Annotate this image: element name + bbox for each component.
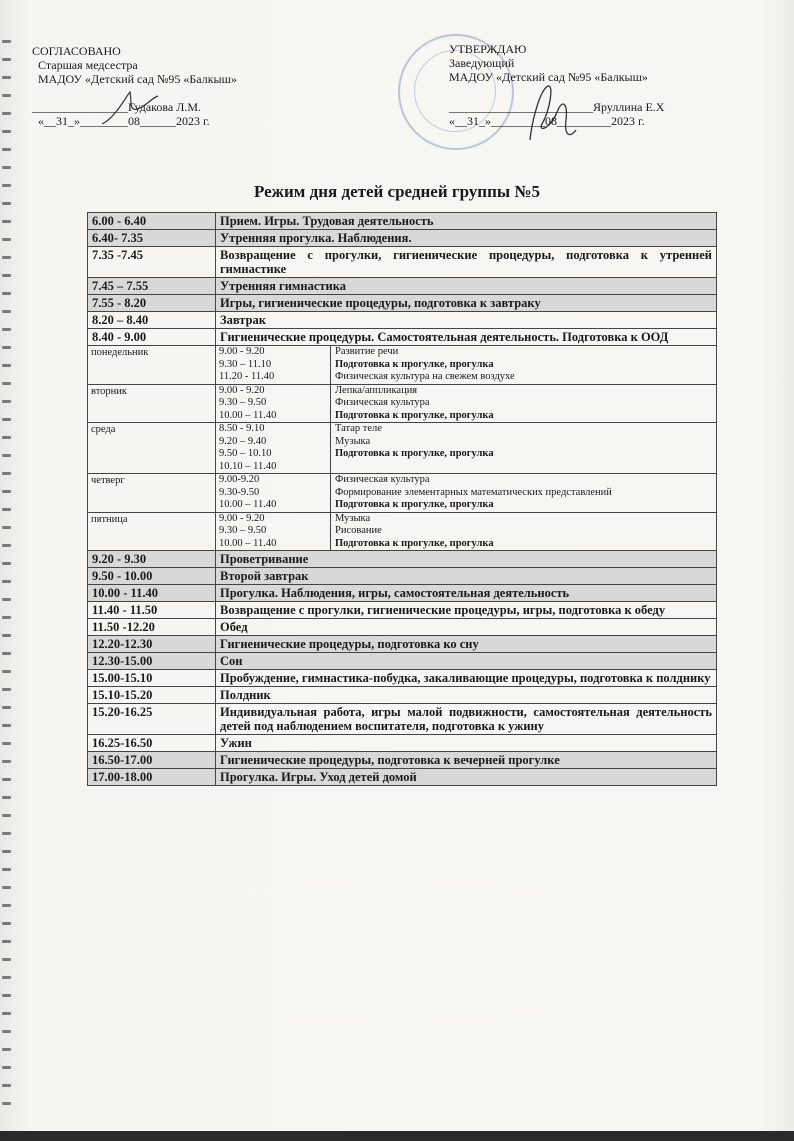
binding-ring: [2, 112, 11, 115]
table-row: [88, 735, 717, 752]
binding-ring: [2, 274, 11, 277]
table-row: [88, 752, 717, 769]
time-cell: 15.00-15.10: [88, 670, 216, 687]
lesson-time: 9.00 - 9.20: [219, 512, 265, 524]
lesson-times: [216, 474, 331, 512]
activity-cell: Индивидуальная работа, игры малой подвижности, самостоятельная деятельность детей под наблюдением воспитателя, подготовка к ужину: [216, 704, 717, 735]
approved-label: УТВЕРЖДАЮ: [449, 42, 527, 56]
binding-ring: [2, 688, 11, 691]
binding-ring: [2, 562, 11, 565]
day-name-cell: четверг: [88, 474, 216, 513]
lesson-times: [216, 385, 331, 423]
activity-cell: Утренняя прогулка. Наблюдения.: [216, 230, 717, 247]
binding-ring: [2, 454, 11, 457]
activity-cell: Сон: [216, 653, 717, 670]
lesson-activities: [331, 346, 716, 384]
table-row: [88, 653, 717, 670]
agreed-signer: ________________Гудакова Л.М.: [32, 100, 202, 114]
table-row: [88, 670, 717, 687]
lesson-activities: [331, 474, 716, 512]
lesson-activity: Формирование элементарных математических представлений: [335, 486, 612, 498]
binding-ring: [2, 580, 11, 583]
binding-ring: [2, 976, 11, 979]
day-name-cell: среда: [88, 423, 216, 474]
table-row: [88, 619, 717, 636]
day-name-cell: вторник: [88, 384, 216, 423]
lesson-activity: Подготовка к прогулке, прогулка: [335, 358, 494, 370]
binding-ring: [2, 724, 11, 727]
approved-position: Заведующий: [449, 56, 515, 70]
table-row: [88, 602, 717, 619]
lesson-activity: Развитие речи: [335, 346, 399, 357]
binding-ring: [2, 166, 11, 169]
day-lessons-cell: [216, 474, 717, 513]
binding-ring: [2, 904, 11, 907]
time-cell: 12.30-15.00: [88, 653, 216, 670]
binding-ring: [2, 58, 11, 61]
day-lessons-cell: [216, 346, 717, 385]
time-cell: 11.40 - 11.50: [88, 602, 216, 619]
lesson-activity: Татар теле: [335, 423, 382, 434]
binding-ring: [2, 652, 11, 655]
binding-ring: [2, 292, 11, 295]
table-row: [88, 704, 717, 735]
lesson-time: 9.00 - 9.20: [219, 384, 265, 396]
activity-cell: Игры, гигиенические процедуры, подготовка к завтраку: [216, 295, 717, 312]
binding-ring: [2, 310, 11, 313]
lesson-activity: Подготовка к прогулке, прогулка: [335, 448, 494, 459]
agreed-label: СОГЛАСОВАНО: [32, 44, 121, 58]
binding-ring: [2, 634, 11, 637]
table-row: [88, 551, 717, 568]
activity-cell: Возвращение с прогулки, гигиенические процедуры, подготовка к утренней гимнастике: [216, 247, 717, 278]
lesson-activity: Музыка: [335, 435, 371, 447]
table-row: [88, 312, 717, 329]
scan-bottom-edge: [0, 1131, 794, 1141]
binding-ring: [2, 994, 11, 997]
day-row: [88, 384, 717, 423]
approved-org: МАДОУ «Детский сад №95 «Балкыш»: [449, 70, 648, 84]
time-cell: 6.00 - 6.40: [88, 213, 216, 230]
binding-ring: [2, 598, 11, 601]
binding-ring: [2, 616, 11, 619]
binding-ring: [2, 202, 11, 205]
binding-ring: [2, 670, 11, 673]
binding-ring: [2, 400, 11, 403]
day-row: [88, 346, 717, 385]
binding-ring: [2, 868, 11, 871]
day-row: [88, 474, 717, 513]
binding-ring: [2, 238, 11, 241]
activity-cell: Возвращение с прогулки, гигиенические процедуры, игры, подготовка к обеду: [216, 602, 717, 619]
time-cell: 9.20 - 9.30: [88, 551, 216, 568]
binding-ring: [2, 472, 11, 475]
day-lessons-cell: [216, 423, 717, 474]
time-cell: 15.20-16.25: [88, 704, 216, 735]
lesson-activity: Физическая культура: [335, 397, 430, 408]
lesson-activities: [331, 513, 716, 551]
table-row: [88, 636, 717, 653]
lesson-time: 9.30 – 9.50: [219, 397, 267, 408]
binding-ring: [2, 148, 11, 151]
binding-ring: [2, 706, 11, 709]
day-row: [88, 423, 717, 474]
binding-ring: [2, 76, 11, 79]
activity-cell: Проветривание: [216, 551, 717, 568]
activity-cell: Полдник: [216, 687, 717, 704]
activity-cell: Гигиенические процедуры, подготовка к вечерней прогулке: [216, 752, 717, 769]
binding-ring: [2, 760, 11, 763]
activity-cell: Пробуждение, гимнастика-побудка, закаливающие процедуры, подготовка к полднику: [216, 670, 717, 687]
approved-signer: ________________________Яруллина Е.Х: [449, 100, 665, 114]
activity-cell: Прогулка. Игры. Уход детей домой: [216, 769, 717, 786]
approved-date: «__31_»_________08_________2023 г.: [449, 114, 645, 128]
binding-ring: [2, 220, 11, 223]
binding-ring: [2, 922, 11, 925]
lesson-activity: Рисование: [335, 525, 382, 536]
activity-cell: Прием. Игры. Трудовая деятельность: [216, 213, 717, 230]
binding-ring: [2, 508, 11, 511]
binding-ring: [2, 382, 11, 385]
binding-ring: [2, 130, 11, 133]
time-cell: 15.10-15.20: [88, 687, 216, 704]
lesson-time: 9.30-9.50: [219, 486, 260, 498]
table-row: [88, 687, 717, 704]
activity-cell: Второй завтрак: [216, 568, 717, 585]
time-cell: 16.50-17.00: [88, 752, 216, 769]
binding-ring: [2, 742, 11, 745]
lesson-times: [216, 513, 331, 551]
binding-ring: [2, 328, 11, 331]
binding-ring: [2, 436, 11, 439]
lesson-time: 10.00 – 11.40: [219, 409, 277, 421]
schedule-table: [87, 212, 717, 786]
binding-ring: [2, 544, 11, 547]
time-cell: 7.45 – 7.55: [88, 278, 216, 295]
time-cell: 9.50 - 10.00: [88, 568, 216, 585]
table-row: [88, 247, 717, 278]
table-row: [88, 769, 717, 786]
day-lessons-cell: [216, 384, 717, 423]
binding-ring: [2, 958, 11, 961]
lesson-time: 8.50 - 9.10: [219, 423, 265, 434]
binding-ring: [2, 364, 11, 367]
lesson-times: [216, 423, 331, 473]
lesson-activity: Подготовка к прогулке, прогулка: [335, 409, 494, 421]
activity-cell: Завтрак: [216, 312, 717, 329]
time-cell: 7.55 - 8.20: [88, 295, 216, 312]
binding-ring: [2, 850, 11, 853]
lesson-activity: Подготовка к прогулке, прогулка: [335, 499, 494, 510]
approval-block: [449, 42, 664, 128]
day-lessons-cell: [216, 512, 717, 551]
binding-ring: [2, 40, 11, 43]
lesson-time: 11.20 - 11.40: [219, 371, 275, 382]
agreed-org: МАДОУ «Детский сад №95 «Балкыш»: [38, 72, 237, 86]
time-cell: 8.20 – 8.40: [88, 312, 216, 329]
table-row: [88, 213, 717, 230]
lesson-activity: Музыка: [335, 512, 371, 524]
binding-ring: [2, 1066, 11, 1069]
binding-ring: [2, 94, 11, 97]
agreed-date: «__31_»________08______2023 г.: [38, 114, 210, 128]
binding-ring: [2, 1012, 11, 1015]
lesson-activities: [331, 385, 716, 423]
lesson-times: [216, 346, 331, 384]
lesson-time: 9.30 – 11.10: [219, 358, 272, 370]
activity-cell: Утренняя гимнастика: [216, 278, 717, 295]
signature-left-icon: [100, 88, 160, 128]
time-cell: 8.40 - 9.00: [88, 329, 216, 346]
lesson-activity: Физическая культура на свежем воздухе: [335, 371, 515, 382]
lesson-activity: Подготовка к прогулке, прогулка: [335, 537, 494, 549]
lesson-time: 10.10 – 11.40: [219, 460, 277, 472]
binding-ring: [2, 1084, 11, 1087]
binding-ring: [2, 778, 11, 781]
table-row: [88, 278, 717, 295]
activity-cell: Обед: [216, 619, 717, 636]
page-title: Режим дня детей средней группы №5: [253, 182, 541, 201]
time-cell: 11.50 -12.20: [88, 619, 216, 636]
lesson-time: 9.20 – 9.40: [219, 435, 267, 447]
lesson-time: 9.50 – 10.10: [219, 448, 272, 459]
binding-ring: [2, 832, 11, 835]
binding-ring: [2, 1048, 11, 1051]
table-row: [88, 230, 717, 247]
binding-ring: [2, 490, 11, 493]
time-cell: 10.00 - 11.40: [88, 585, 216, 602]
agreed-position: Старшая медсестра: [38, 58, 138, 72]
lesson-time: 10.00 – 11.40: [219, 537, 277, 549]
activity-cell: Гигиенические процедуры. Самостоятельная деятельность. Подготовка к ООД: [216, 329, 717, 346]
binding-ring: [2, 526, 11, 529]
time-cell: 6.40- 7.35: [88, 230, 216, 247]
day-row: [88, 512, 717, 551]
time-cell: 12.20-12.30: [88, 636, 216, 653]
binding-ring: [2, 814, 11, 817]
binding-ring: [2, 886, 11, 889]
activity-cell: Прогулка. Наблюдения, игры, самостоятельная деятельность: [216, 585, 717, 602]
lesson-time: 9.00-9.20: [219, 474, 260, 485]
time-cell: 16.25-16.50: [88, 735, 216, 752]
activity-cell: Ужин: [216, 735, 717, 752]
time-cell: 7.35 -7.45: [88, 247, 216, 278]
day-name-cell: понедельник: [88, 346, 216, 385]
activity-cell: Гигиенические процедуры, подготовка ко сну: [216, 636, 717, 653]
binding-ring: [2, 1030, 11, 1033]
table-row: [88, 585, 717, 602]
day-name-cell: пятница: [88, 512, 216, 551]
binding-ring: [2, 796, 11, 799]
spiral-binding: [0, 0, 14, 1141]
binding-ring: [2, 346, 11, 349]
lesson-time: 10.00 – 11.40: [219, 499, 277, 510]
binding-ring: [2, 256, 11, 259]
lesson-activity: Физическая культура: [335, 474, 430, 485]
lesson-time: 9.30 – 9.50: [219, 525, 267, 536]
lesson-time: 9.00 - 9.20: [219, 346, 265, 357]
table-row: [88, 329, 717, 346]
binding-ring: [2, 940, 11, 943]
binding-ring: [2, 1102, 11, 1105]
table-row: [88, 568, 717, 585]
lesson-activity: Лепка/аппликация: [335, 384, 418, 396]
time-cell: 17.00-18.00: [88, 769, 216, 786]
binding-ring: [2, 418, 11, 421]
table-row: [88, 295, 717, 312]
lesson-activities: [331, 423, 716, 473]
